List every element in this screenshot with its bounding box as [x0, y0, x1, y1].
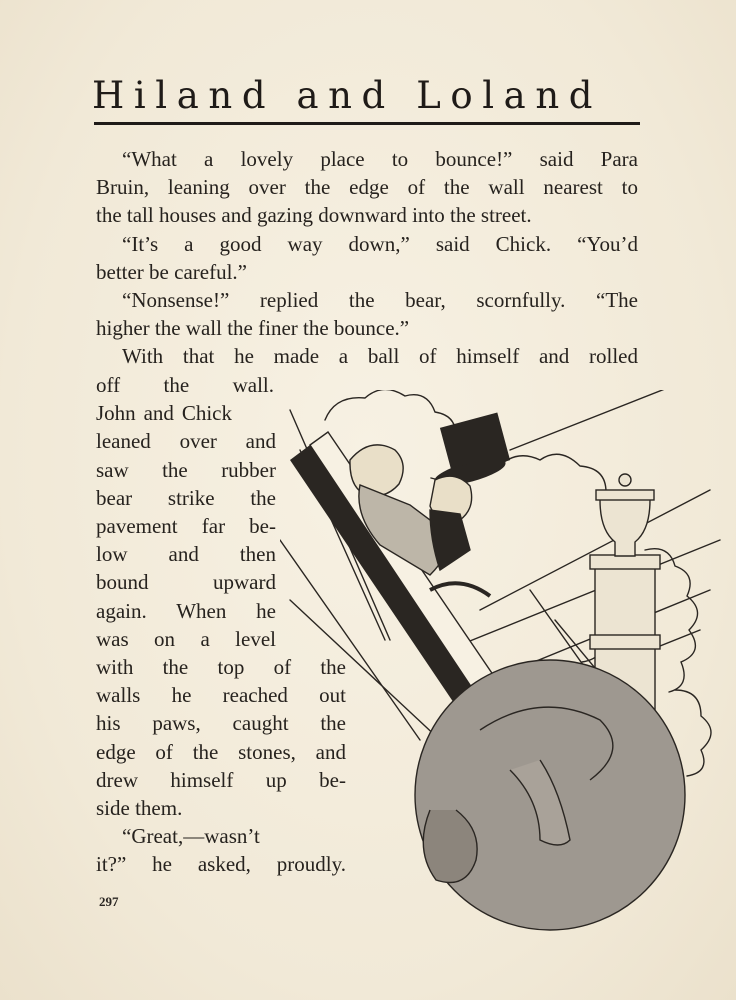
text-line: saw the rubber: [96, 457, 276, 482]
text-line: the tall houses and gazing downward into the street.: [96, 203, 532, 228]
text-line: better be careful.”: [96, 259, 247, 284]
text-line: drew himself up be-: [96, 767, 346, 792]
text-line: higher the wall the finer the bounce.”: [96, 316, 410, 341]
text-line: low and then: [96, 542, 276, 567]
text-line: off the wall.: [96, 373, 274, 397]
text-line: was on a level: [96, 626, 276, 651]
text-line: John and Chick: [96, 401, 232, 426]
page-number: 297: [99, 894, 119, 909]
header-rule: [94, 122, 640, 125]
running-head-title: Hiland and Loland: [92, 74, 603, 117]
text-line: “What a lovely place to bounce!” said Para: [122, 147, 638, 171]
text-line: walls he reached out: [96, 683, 346, 708]
text-line: “Nonsense!” replied the bear, scornfully. “The: [122, 288, 638, 313]
text-line: edge of the stones, and: [96, 739, 346, 764]
text-line: With that he made a ball of himself and rolled: [122, 344, 638, 369]
text-line: Bruin, leaning over the edge of the wall nearest to: [96, 175, 638, 200]
text-line: bear strike the: [96, 485, 276, 510]
text-line: “Great,—wasn’t: [122, 824, 260, 849]
body-text-full-width: [96, 145, 638, 371]
text-line: bound upward: [96, 570, 276, 595]
text-line: “It’s a good way down,” said Chick. “You’d: [122, 231, 638, 256]
text-line: it?” he asked, proudly.: [96, 852, 346, 877]
text-line: his paws, caught the: [96, 711, 346, 736]
text-line: again. When he: [96, 598, 276, 623]
text-line: leaned over and: [96, 429, 276, 454]
text-line: with the top of the: [96, 655, 346, 680]
bouncing-bear-illustration: [280, 390, 730, 970]
text-line: pavement far be-: [96, 514, 276, 539]
text-line: side them.: [96, 796, 183, 821]
